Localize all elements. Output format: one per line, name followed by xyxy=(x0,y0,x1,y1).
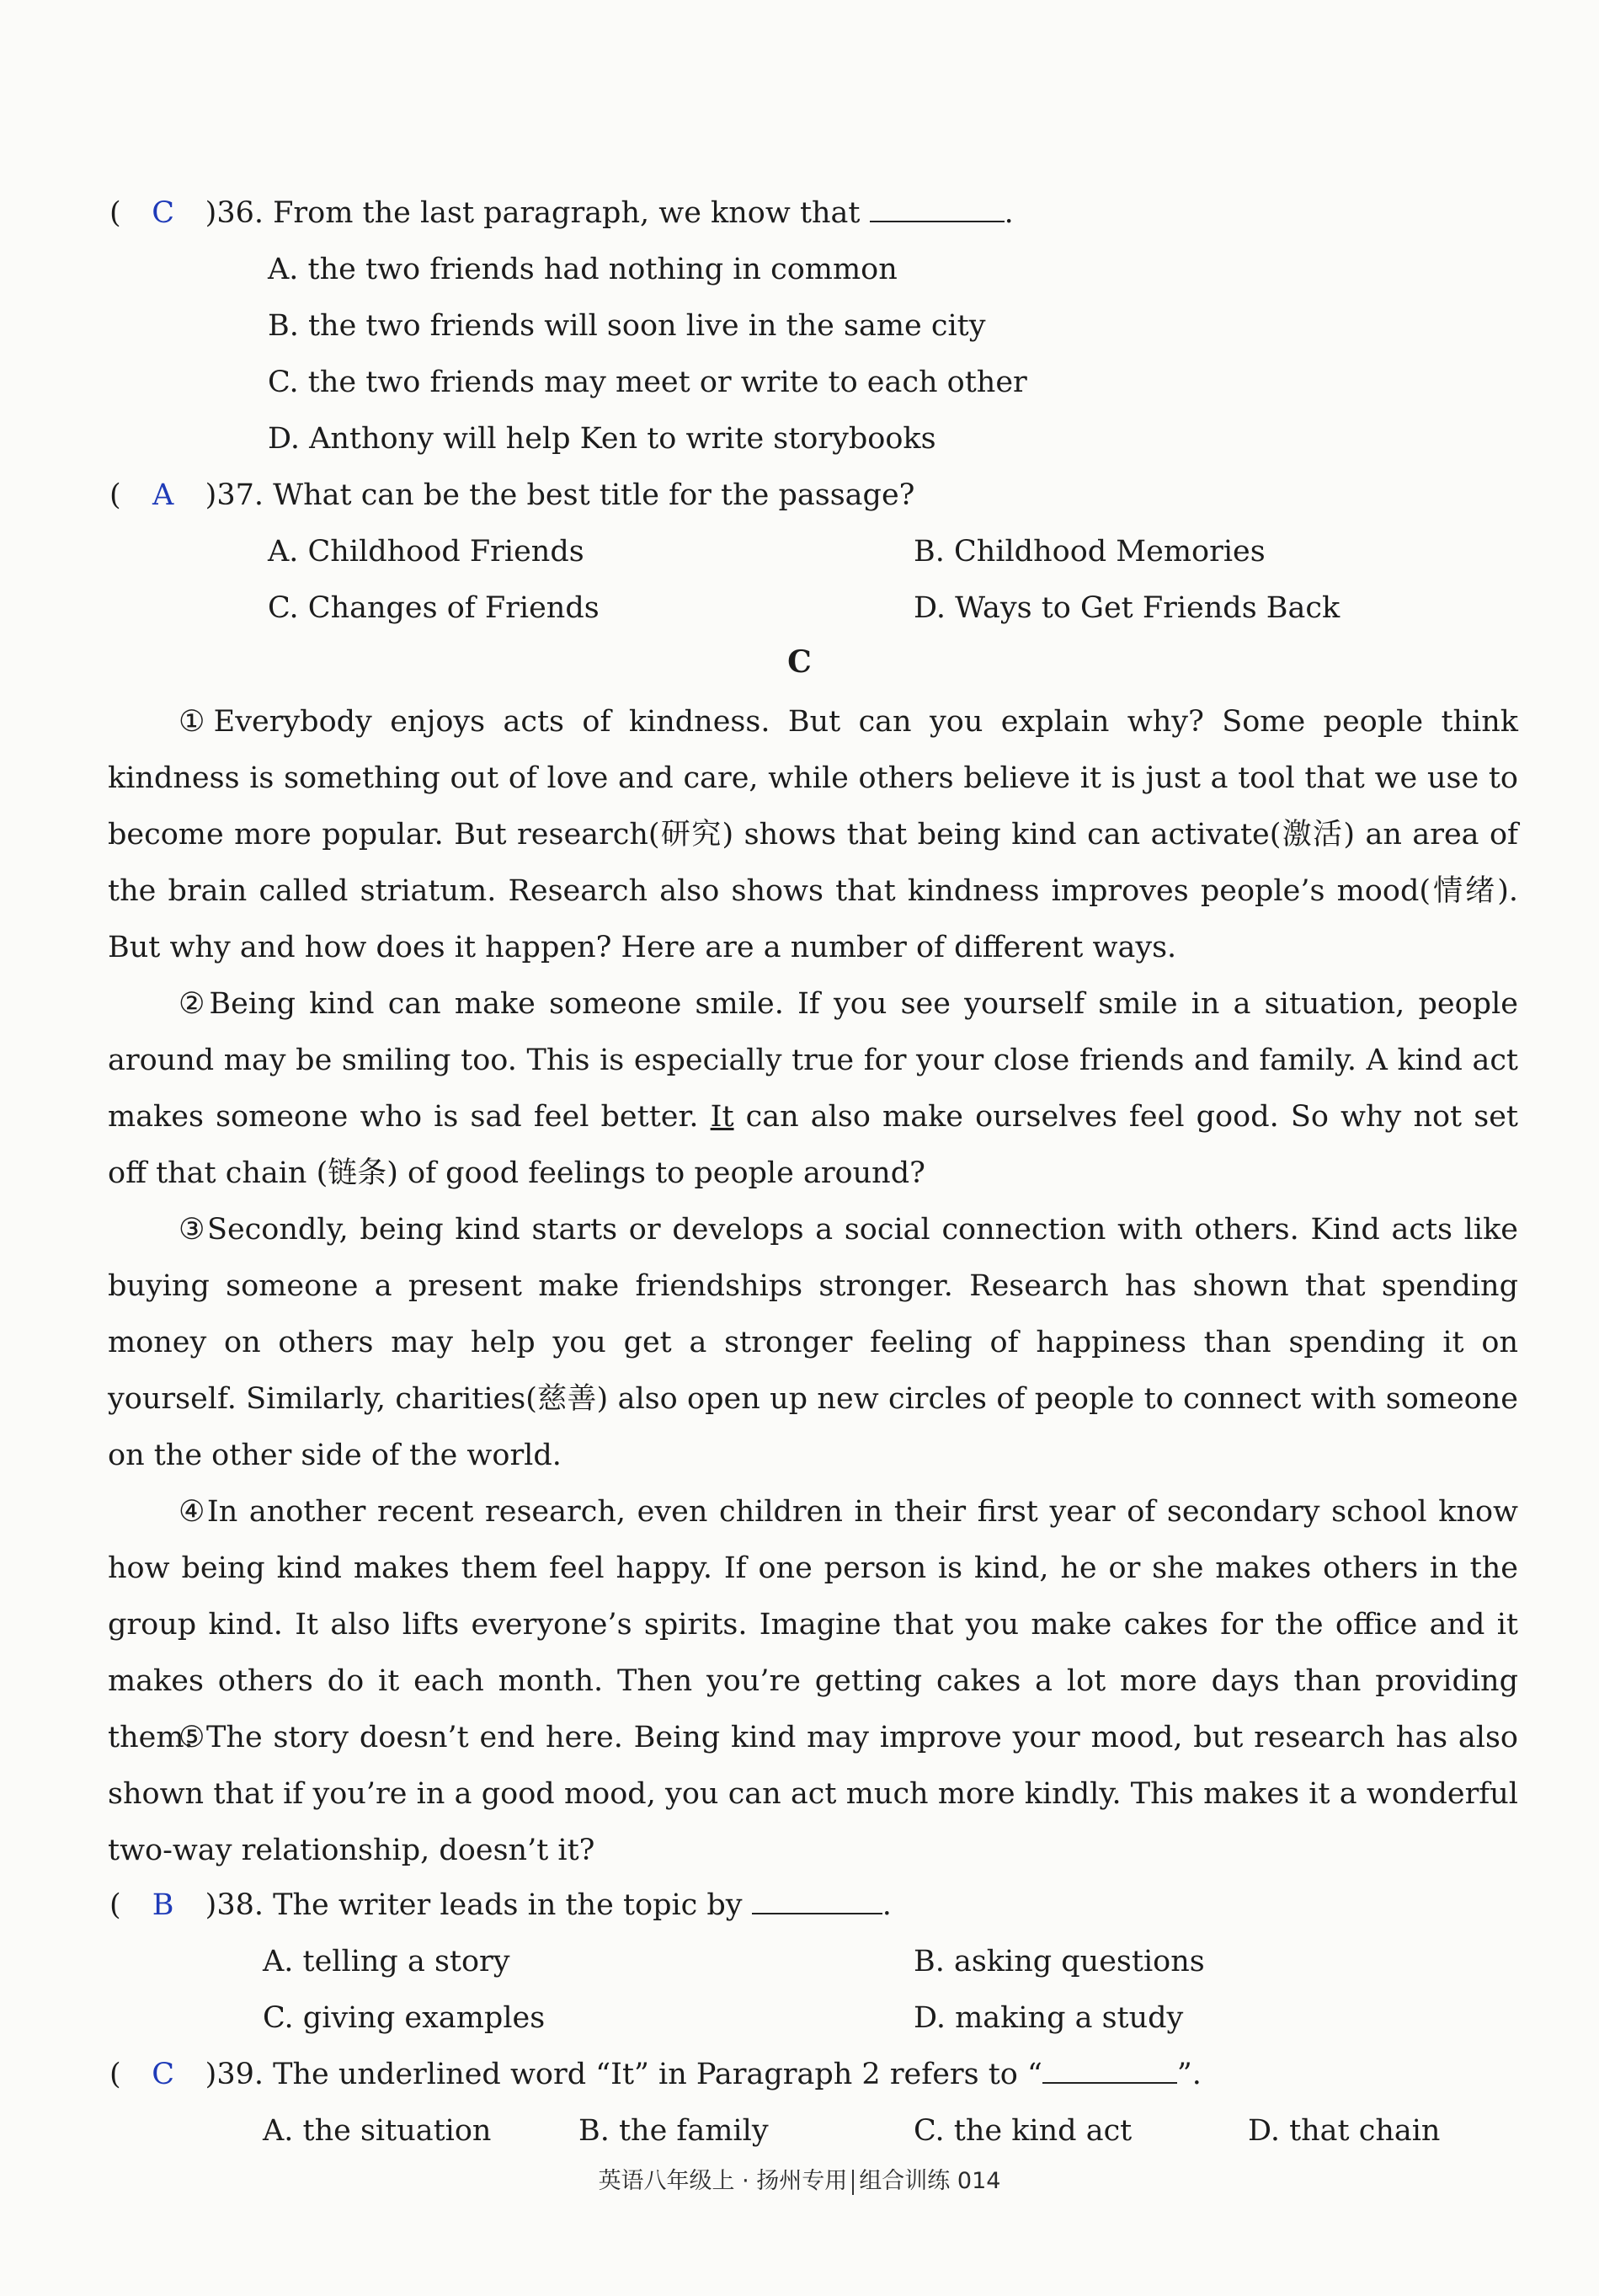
answer-38: B xyxy=(152,1888,174,1922)
footer-book-title: 英语八年级上 · 扬州专用 xyxy=(598,2168,848,2194)
passage-paragraph-2 xyxy=(108,976,1518,1202)
answer-blank xyxy=(1042,2053,1177,2084)
option-37-c: C. Changes of Friends xyxy=(268,591,600,625)
passage-paragraph-4: ④In another recent research, even children in their first year of secondary school know how being kind makes them feel happy. If one person is kind, he or she makes others in the group kind. It also lifts everyone’s spirits. Imagine that you make cakes for the office and it makes others do it each month. Then you’re getting cakes a lot more days than providing them. xyxy=(108,1495,1518,1754)
paragraph-2-text-a: ②Being kind can make someone smile. If you see yourself smile in a situation, people around may be smiling too. This is especially true for your close friends and family. A kind act makes someone who is sad feel better. xyxy=(108,987,1518,1134)
stem-end: . xyxy=(882,1888,892,1922)
answer-36: C xyxy=(152,196,175,230)
stem-end: ”. xyxy=(1176,2058,1202,2091)
paren-close: ) xyxy=(205,1888,217,1922)
paren-open: ( xyxy=(109,478,121,512)
passage-paragraph-3: ③Secondly, being kind starts or develops a social connection with others. Kind acts like buying someone a present make friendships stronger. Research has shown that spending money on others may help you get a stronger feeling of happiness than spending it on yourself. Similarly, charities(慈善) also open up new circles of people to connect with someone on the other side of the world. xyxy=(108,1213,1518,1472)
question-39 xyxy=(109,2053,1202,2096)
question-37 xyxy=(109,474,914,516)
option-38-a: A. telling a story xyxy=(263,1945,510,1978)
stem-end: . xyxy=(1004,196,1014,230)
passage-paragraph-1: ①Everybody enjoys acts of kindness. But can you explain why? Some people think kindness is something out of love and care, while others believe it is just a tool that we use to become more popular. But research(研究) shows that being kind can activate(激活) an area of the brain called striatum. Research also shows that kindness improves people’s mood(情绪). But why and how does it happen? Here are a number of different ways. xyxy=(108,705,1518,964)
answer-blank xyxy=(870,192,1005,222)
paren-close: ) xyxy=(205,196,217,230)
paragraph-2-text-b: can also make ourselves feel good. So why not set off that chain (链条) of good feelings to people around? xyxy=(108,1100,1518,1190)
option-37-a: A. Childhood Friends xyxy=(268,535,584,569)
passage-paragraph-5: ⑤The story doesn’t end here. Being kind may improve your mood, but research has also shown that if you’re in a good mood, you can act much more kindly. This makes it a wonderful two-way relationship, doesn’t it? xyxy=(108,1721,1518,1867)
footer-divider xyxy=(852,2170,854,2195)
option-38-b: B. asking questions xyxy=(914,1945,1205,1978)
footer-section-page: 组合训练 014 xyxy=(859,2168,1001,2194)
question-number: 36. xyxy=(216,196,264,230)
option-39-d: D. that chain xyxy=(1248,2114,1441,2148)
answer-37: A xyxy=(152,478,174,512)
option-38-d: D. making a study xyxy=(914,2001,1184,2035)
question-number: 37. xyxy=(216,478,264,512)
question-stem: The underlined word “It” in Paragraph 2 refers to “ xyxy=(273,2058,1042,2091)
paren-open: ( xyxy=(109,2058,121,2091)
option-37-d: D. Ways to Get Friends Back xyxy=(914,591,1340,625)
paren-close: ) xyxy=(205,478,217,512)
option-36-c: C. the two friends may meet or write to each other xyxy=(268,366,1027,399)
option-39-c: C. the kind act xyxy=(914,2114,1133,2148)
question-stem: What can be the best title for the passage? xyxy=(273,478,915,512)
paren-open: ( xyxy=(109,196,121,230)
option-39-a: A. the situation xyxy=(263,2114,492,2148)
question-number: 39. xyxy=(216,2058,264,2091)
question-stem: From the last paragraph, we know that xyxy=(273,196,861,230)
paren-open: ( xyxy=(109,1888,121,1922)
option-38-c: C. giving examples xyxy=(263,2001,546,2035)
option-37-b: B. Childhood Memories xyxy=(914,535,1266,569)
paren-close: ) xyxy=(205,2058,217,2091)
section-heading-c: C xyxy=(787,644,812,680)
option-36-b: B. the two friends will soon live in the same city xyxy=(268,309,986,343)
option-36-a: A. the two friends had nothing in common xyxy=(268,253,898,286)
answer-blank xyxy=(752,1884,882,1914)
option-36-d: D. Anthony will help Ken to write storybooks xyxy=(268,422,936,456)
question-number: 38. xyxy=(216,1888,264,1922)
question-38 xyxy=(109,1884,892,1926)
question-stem: The writer leads in the topic by xyxy=(273,1888,743,1922)
question-36 xyxy=(109,192,1014,234)
page-footer xyxy=(0,2162,1599,2195)
underlined-word-it: It xyxy=(710,1100,734,1134)
answer-39: C xyxy=(152,2058,175,2091)
option-39-b: B. the family xyxy=(578,2114,769,2148)
